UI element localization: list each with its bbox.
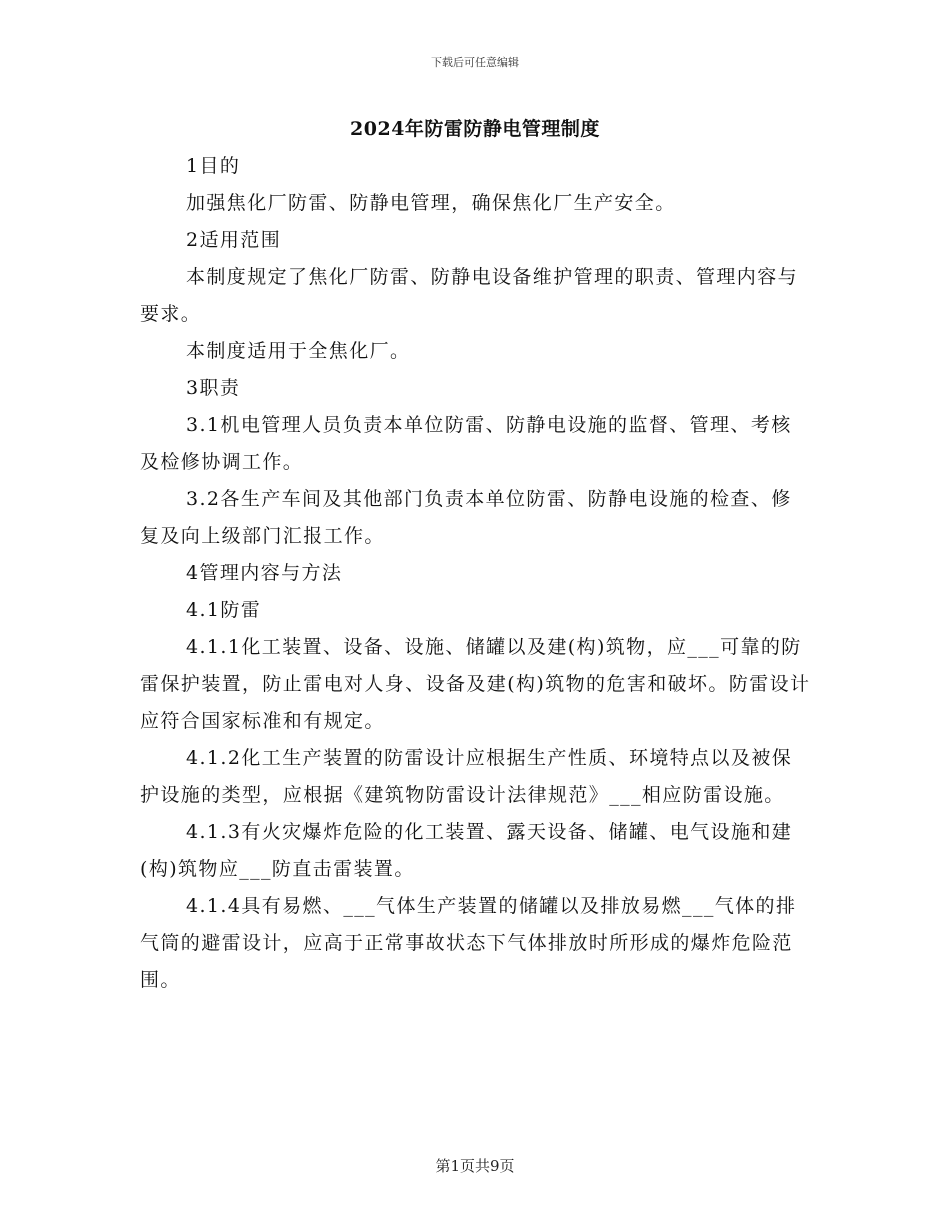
paragraph-4-1-2: 4.1.2化工生产装置的防雷设计应根据生产性质、环境特点以及被保护设施的类型，应根据《建筑物防雷设计法律规范》___相应防雷设施。 bbox=[140, 747, 793, 806]
section-heading-purpose: 1目的 bbox=[186, 155, 241, 177]
section-heading-management: 4管理内容与方法 bbox=[186, 562, 343, 584]
page-number: 第1页共9页 bbox=[435, 1157, 515, 1175]
paragraph-4-1-1: 4.1.1化工装置、设备、设施、储罐以及建(构)筑物，应___可靠的防雷保护装置，防止雷电对人身、设备及建(构)筑物的危害和破坏。防雷设计应符合国家标准和有规定。 bbox=[140, 636, 811, 732]
document-title: 2024年防雷防静电管理制度 bbox=[350, 118, 600, 140]
paragraph-4-1-3: 4.1.3有火灾爆炸危险的化工装置、露天设备、储罐、电气设施和建(构)筑物应___防直击雷装置。 bbox=[140, 821, 793, 880]
paragraph-4-1-4: 4.1.4具有易燃、___气体生产装置的储罐以及排放易燃___气体的排气筒的避雷设计，应高于正常事故状态下气体排放时所形成的爆炸危险范围。 bbox=[140, 895, 797, 991]
subsection-heading-4-1: 4.1防雷 bbox=[186, 599, 262, 621]
paragraph-3-2: 3.2各生产车间及其他部门负责本单位防雷、防静电设施的检查、修复及向上级部门汇报工作。 bbox=[140, 488, 792, 547]
paragraph-scope-applicability: 本制度适用于全焦化厂。 bbox=[186, 340, 411, 362]
paragraph-purpose: 加强焦化厂防雷、防静电管理，确保焦化厂生产安全。 bbox=[186, 192, 676, 214]
document-body bbox=[140, 148, 812, 999]
paragraph-3-1: 3.1机电管理人员负责本单位防雷、防静电设施的监督、管理、考核及检修协调工作。 bbox=[140, 414, 792, 473]
section-heading-responsibilities: 3职责 bbox=[186, 377, 241, 399]
section-heading-scope: 2适用范围 bbox=[186, 229, 282, 251]
page-header-note: 下载后可任意编辑 bbox=[431, 56, 519, 69]
paragraph-scope-content: 本制度规定了焦化厂防雷、防静电设备维护管理的职责、管理内容与要求。 bbox=[140, 266, 799, 325]
